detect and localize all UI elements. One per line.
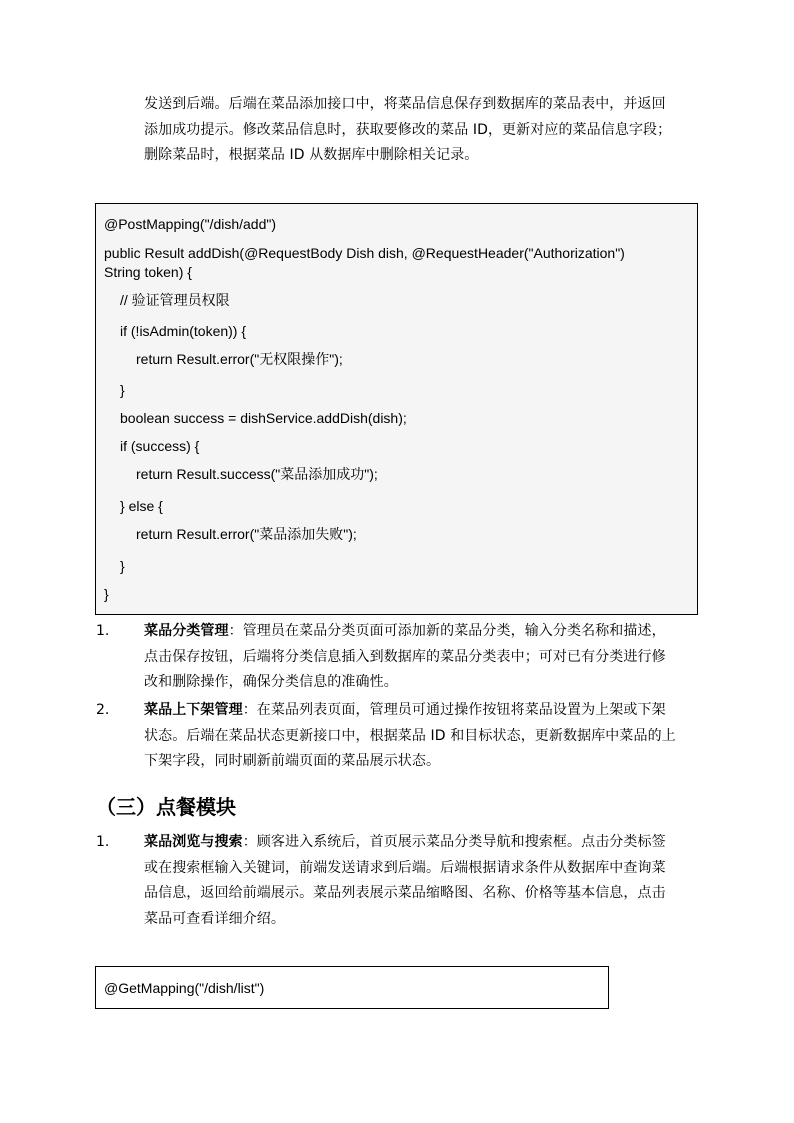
- code-line: if (success) {: [120, 438, 200, 454]
- list-item-text: ：管理员在菜品分类页面可添加新的菜品分类，输入分类名称和描述，: [228, 623, 666, 639]
- list-item-title: 菜品浏览与搜索: [144, 834, 243, 850]
- code-line: if (!isAdmin(token)) {: [120, 323, 247, 339]
- intro-line: 添加成功提示。修改菜品信息时，获取要修改的菜品 ID，更新对应的菜品信息字段；: [144, 121, 672, 138]
- code-line: @GetMapping("/dish/list"): [104, 980, 265, 996]
- code-line: return Result.error("菜品添加失败");: [136, 526, 357, 542]
- code-line: boolean success = dishService.addDish(dish);: [120, 410, 407, 426]
- list-item: [144, 698, 700, 775]
- code-line: public Result addDish(@RequestBody Dish dish, @RequestHeader("Authorization"): [104, 245, 625, 261]
- list-item-number: 1.: [96, 623, 110, 639]
- list-item: [144, 619, 700, 696]
- intro-paragraph: [144, 92, 700, 169]
- code-line: } else {: [120, 498, 163, 514]
- code-line: String token) {: [104, 264, 192, 280]
- list-item-text: 改和删除操作，确保分类信息的准确性。: [144, 674, 398, 690]
- code-block-add-dish: [95, 203, 698, 615]
- code-line: return Result.success("菜品添加成功");: [136, 466, 378, 482]
- list-item-text: ：顾客进入系统后，首页展示菜品分类导航和搜索框。点击分类标签: [242, 834, 666, 850]
- list-item-text: 状态。后端在菜品状态更新接口中，根据菜品 ID 和目标状态，更新数据库中菜品的上: [144, 727, 676, 744]
- list-item-number: 2.: [96, 702, 110, 718]
- list-item-number: 1.: [96, 834, 110, 850]
- code-line: return Result.error("无权限操作");: [136, 351, 343, 367]
- list-item: [144, 830, 700, 932]
- code-line: }: [104, 586, 109, 602]
- code-line: }: [120, 558, 125, 574]
- code-line: @PostMapping("/dish/add"): [104, 216, 277, 232]
- list-item-title: 菜品上下架管理: [144, 702, 243, 718]
- list-item-text: 或在搜索框输入关键词，前端发送请求到后端。后端根据请求条件从数据库中查询菜: [144, 859, 666, 876]
- section-heading: （三）点餐模块: [96, 795, 236, 819]
- list-item-title: 菜品分类管理: [144, 623, 229, 639]
- code-block-list-dish: [95, 966, 609, 1009]
- list-item-text: 下架字段，同时刷新前端页面的菜品展示状态。: [144, 753, 441, 769]
- list-item-text: 菜品可查看详细介绍。: [144, 910, 285, 927]
- list-item-text: 点击保存按钮，后端将分类信息插入到数据库的菜品分类表中；可对已有分类进行修: [144, 648, 666, 665]
- code-line: }: [120, 382, 125, 398]
- intro-line: 发送到后端。后端在菜品添加接口中，将菜品信息保存到数据库的菜品表中，并返回: [144, 96, 666, 112]
- list-item-text: ：在菜品列表页面，管理员可通过操作按钮将菜品设置为上架或下架: [242, 702, 666, 718]
- intro-line: 删除菜品时，根据菜品 ID 从数据库中删除相关记录。: [144, 147, 479, 163]
- list-item-text: 品信息，返回给前端展示。菜品列表展示菜品缩略图、名称、价格等基本信息，点击: [144, 885, 666, 901]
- code-line: // 验证管理员权限: [120, 292, 230, 308]
